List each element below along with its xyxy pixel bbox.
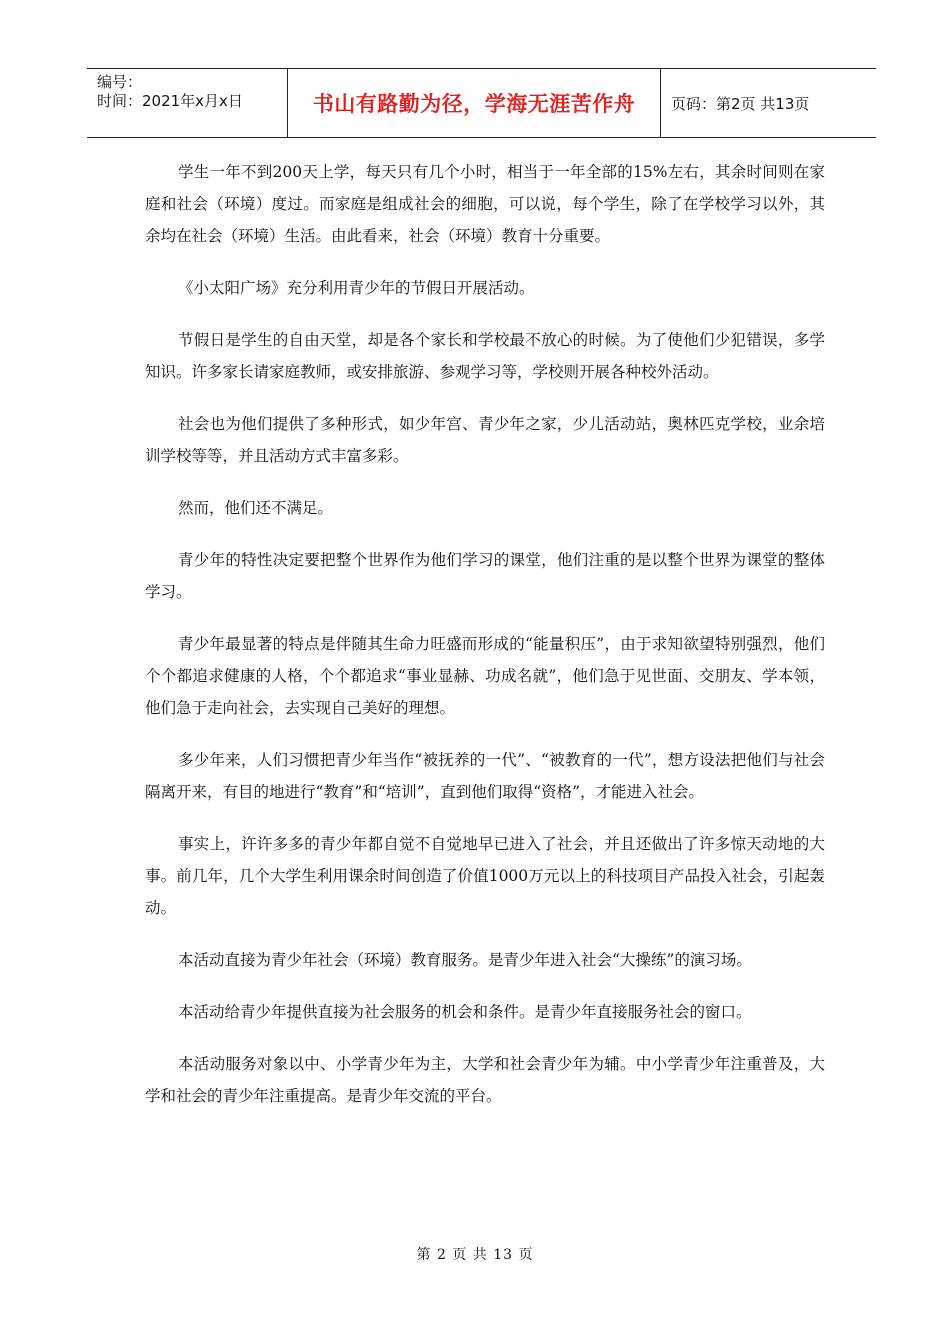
paragraph: 青少年的特性决定要把整个世界作为他们学习的课堂，他们注重的是以整个世界为课堂的整体学习。 xyxy=(145,551,825,601)
paragraph: 青少年最显著的特点是伴随其生命力旺盛而形成的“能量积压”，由于求知欲望特别强烈，他们个个都追求健康的人格，个个都追求“事业显赫、功成名就”，他们急于见世面、交朋友、学本领，他们急于走向社会，去实现自己美好的理想。 xyxy=(145,635,825,717)
paragraph: 本活动给青少年提供直接为社会服务的机会和条件。是青少年直接服务社会的窗口。 xyxy=(178,1003,752,1021)
paragraph: 学生一年不到200天上学，每天只有几个小时，相当于一年全部的15%左右，其余时间则在家庭和社会（环境）度过。而家庭是组成社会的细胞，可以说，每个学生，除了在学校学习以外，其余均在社会（环境）生活。由此看来，社会（环境）教育十分重要。 xyxy=(145,163,825,245)
document-body xyxy=(145,156,825,1132)
header-meta-cell xyxy=(87,69,288,137)
page-footer: 第 2 页 共 13 页 xyxy=(416,1247,534,1263)
document-number-label: 编号： xyxy=(97,73,143,91)
paragraph: 《小太阳广场》充分利用青少年的节假日开展活动。 xyxy=(178,279,535,297)
document-header xyxy=(87,68,876,138)
paragraph: 多少年来，人们习惯把青少年当作“被抚养的一代”、“被教育的一代”，想方设法把他们与社会隔离开来，有目的地进行“教育”和“培训”，直到他们取得“资格”，才能进入社会。 xyxy=(145,751,825,801)
header-page-cell xyxy=(661,69,876,137)
paragraph: 本活动服务对象以中、小学青少年为主，大学和社会青少年为辅。中小学青少年注重普及，大学和社会的青少年注重提高。是青少年交流的平台。 xyxy=(145,1055,825,1105)
header-motto: 书山有路勤为径，学海无涯苦作舟 xyxy=(312,92,636,116)
paragraph: 事实上，许许多多的青少年都自觉不自觉地早已进入了社会，并且还做出了许多惊天动地的大事。前几年，几个大学生利用课余时间创造了价值1000万元以上的科技项目产品投入社会，引起轰动。 xyxy=(145,835,825,917)
header-page-label: 页码：第2页 共13页 xyxy=(671,94,810,113)
paragraph: 然而，他们还不满足。 xyxy=(178,499,334,517)
paragraph: 社会也为他们提供了多种形式，如少年宫、青少年之家，少儿活动站，奥林匹克学校，业余培训学校等等，并且活动方式丰富多彩。 xyxy=(145,415,825,465)
header-motto-cell xyxy=(288,69,661,137)
document-time-label: 时间：2021年x月x日 xyxy=(97,92,243,110)
paragraph: 节假日是学生的自由天堂，却是各个家长和学校最不放心的时候。为了使他们少犯错误，多学知识。许多家长请家庭教师，或安排旅游、参观学习等，学校则开展各种校外活动。 xyxy=(145,331,825,381)
paragraph: 本活动直接为青少年社会（环境）教育服务。是青少年进入社会“大操练”的演习场。 xyxy=(178,951,752,969)
